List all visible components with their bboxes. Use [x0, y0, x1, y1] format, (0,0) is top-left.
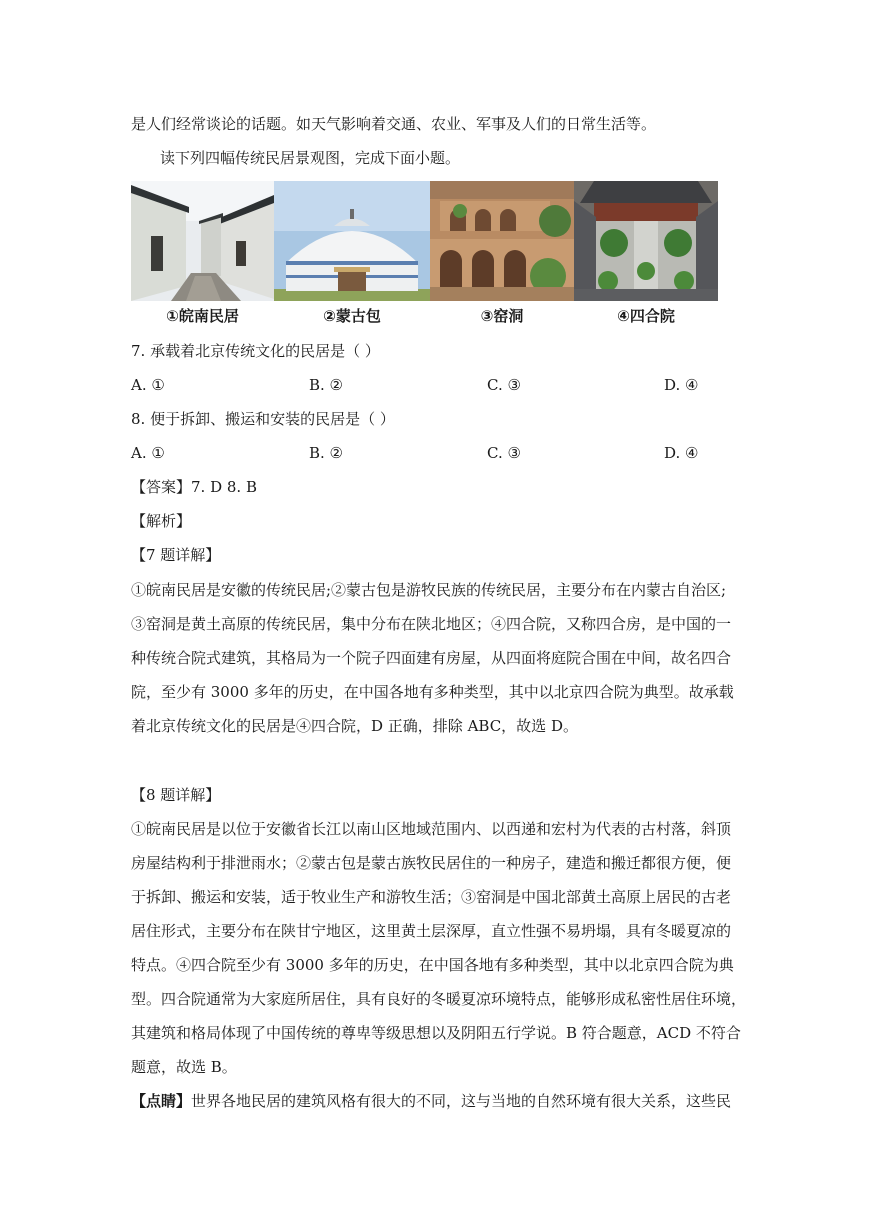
detail-8-line: 型。四合院通常为大家庭所居住，具有良好的冬暖夏凉环境特点，能够形成私密性居住环境， — [131, 990, 747, 1008]
detail-7-line: ③窑洞是黄土高原的传统民居，集中分布在陕北地区；④四合院，又称四合房，是中国的一 — [131, 615, 732, 633]
question-8-option-d: D. ④ — [664, 444, 699, 462]
photo-caption: ④四合院 — [617, 307, 675, 325]
detail-8-line: 特点。④四合院至少有 3000 多年的历史，在中国各地有多种类型，其中以北京四合院为典 — [131, 956, 734, 974]
question-8-option-c: C. ③ — [487, 444, 521, 462]
question-7-option-d: D. ④ — [664, 376, 699, 394]
detail-8-line: ①皖南民居是以位于安徽省长江以南山区地域范围内、以西递和宏村为代表的古村落，斜顶 — [131, 820, 732, 838]
detail-8-line: 题意，故选 B。 — [131, 1058, 237, 1076]
intro-line: 是人们经常谈论的话题。如天气影响着交通、农业、军事及人们的日常生活等。 — [131, 115, 657, 133]
analysis-heading: 【解析】 — [131, 512, 192, 530]
detail-7-line: ①皖南民居是安徽的传统民居;②蒙古包是游牧民族的传统民居，主要分布在内蒙古自治区; — [131, 581, 727, 599]
photo-caption: ③窑洞 — [480, 307, 524, 325]
instruction-line: 读下列四幅传统民居景观图，完成下面小题。 — [160, 149, 461, 167]
question-8-option-b: B. ② — [309, 444, 344, 462]
question-7-stem: 7. 承载着北京传统文化的民居是（ ） — [131, 342, 380, 360]
comment-text: 世界各地民居的建筑风格有很大的不同，这与当地的自然环境有很大关系，这些民 — [191, 1092, 732, 1110]
detail-8-line: 居住形式，主要分布在陕甘宁地区，这里黄土层深厚，直立性强不易坍塌，具有冬暖夏凉的 — [131, 922, 732, 940]
courtyard-house-photo — [574, 181, 718, 301]
huizhou-street-photo — [131, 181, 274, 301]
detail-8-line: 其建筑和格局体现了中国传统的尊卑等级思想以及阴阳五行学说。B 符合题意，ACD 不符合 — [131, 1024, 741, 1042]
detail-8-line: 房屋结构利于排泄雨水；②蒙古包是蒙古族牧民居住的一种房子，建造和搬迁都很方便，便 — [131, 854, 732, 872]
comment-label: 【点睛】 — [131, 1092, 192, 1110]
photo-caption: ②蒙古包 — [323, 307, 381, 325]
photo-strip — [131, 181, 718, 329]
detail-8-line: 于拆卸、搬运和安装，适于牧业生产和游牧生活；③窑洞是中国北部黄土高原上居民的古老 — [131, 888, 732, 906]
answer-line: 【答案】7. D 8. B — [131, 478, 257, 496]
question-7-option-c: C. ③ — [487, 376, 521, 394]
detail-7-line: 种传统合院式建筑，其格局为一个院子四面建有房屋，从四面将庭院合围在中间，故名四合 — [131, 649, 732, 667]
question-7-option-b: B. ② — [309, 376, 344, 394]
detail-7-line: 院，至少有 3000 多年的历史，在中国各地有多种类型，其中以北京四合院为典型。故承载 — [131, 683, 734, 701]
question-7-option-a: A. ① — [131, 376, 165, 394]
detail-8-heading: 【8 题详解】 — [131, 786, 221, 804]
question-8-option-a: A. ① — [131, 444, 165, 462]
photo-caption: ①皖南民居 — [166, 307, 239, 325]
comment-line — [131, 1091, 741, 1111]
cave-dwelling-photo — [430, 181, 574, 301]
question-8-stem: 8. 便于拆卸、搬运和安装的民居是（ ） — [131, 410, 395, 428]
detail-7-line: 着北京传统文化的民居是④四合院，D 正确，排除 ABC，故选 D。 — [131, 717, 578, 735]
yurt-photo — [274, 181, 430, 301]
detail-7-heading: 【7 题详解】 — [131, 546, 221, 564]
